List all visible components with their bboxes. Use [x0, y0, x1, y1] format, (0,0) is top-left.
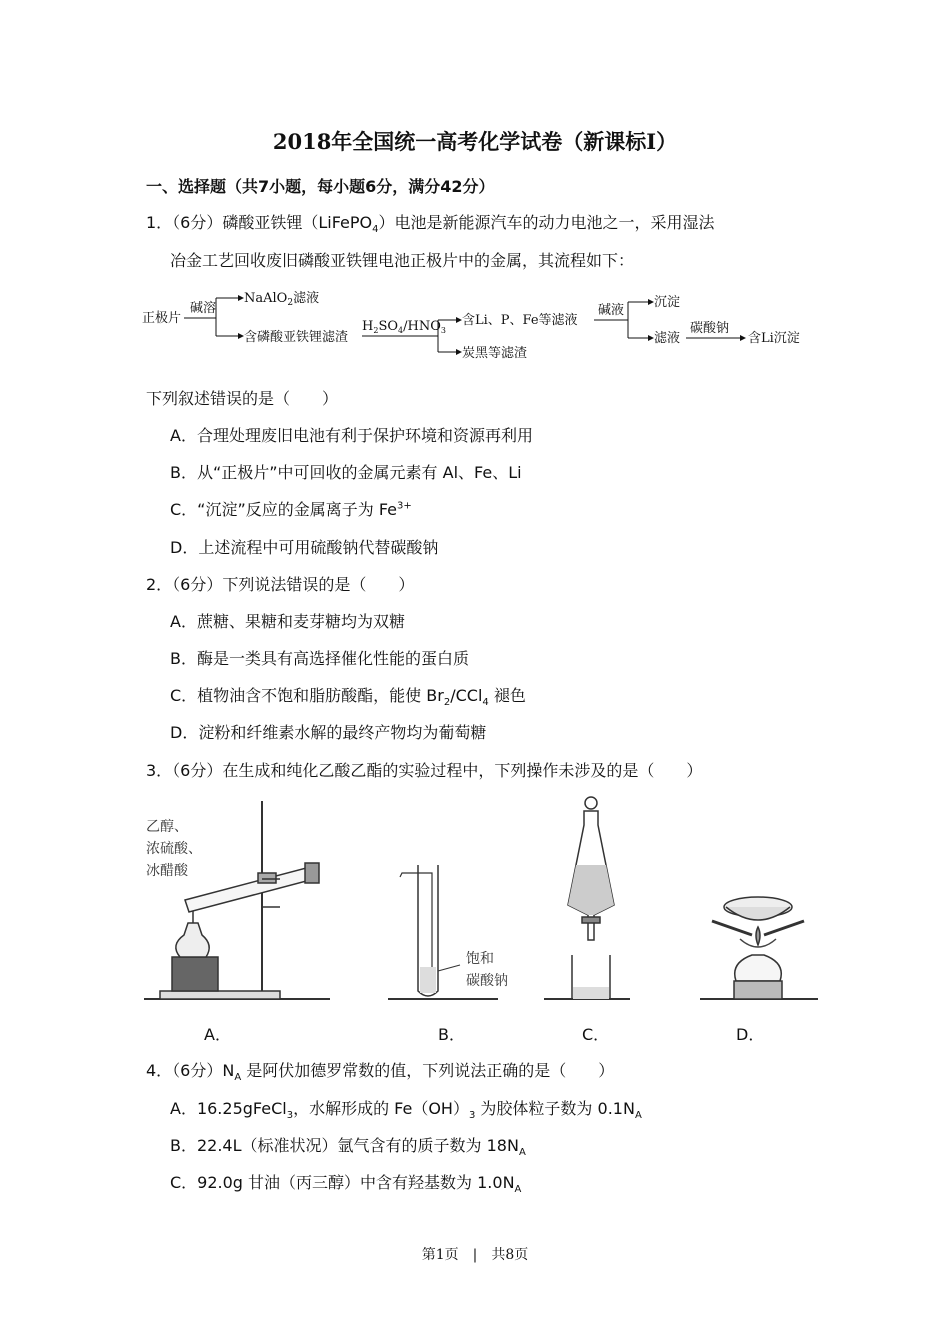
flow-out5: 沉淀: [654, 295, 681, 310]
q3-option-d: D．: [736, 1025, 765, 1044]
flow-out7: 含Li沉淀: [748, 331, 800, 346]
q4-stem: 4．（6分）$N_A$ 是阿伏加德罗常数的值，下列说法正确的是（ ）: [146, 1061, 615, 1084]
q1-option-d: D．上述流程中可用硫酸钠代替碳酸钠: [170, 538, 439, 557]
q3-stem: 3．（6分）在生成和纯化乙酸乙酯的实验过程中，下列操作未涉及的是（ ）: [146, 761, 703, 780]
q1-sub: 4: [372, 224, 379, 236]
flow-out4: 炭黑等滤渣: [462, 346, 528, 361]
flow-step4: 碳酸钠: [690, 321, 730, 336]
q4-option-c: C．92.0g 甘油（丙三醇）中含有羟基数为 $1.0N_A$: [170, 1173, 522, 1196]
flow-step3: 碱液: [598, 303, 625, 318]
apparatus-c-drawing: [544, 797, 630, 999]
page-footer: 第1页 | 共8页: [421, 1247, 529, 1263]
q2-option-a: A．蔗糖、果糖和麦芽糖均为双糖: [170, 612, 405, 631]
flow-out3: 含Li、P、Fe等滤液: [462, 313, 578, 328]
apparatus-a-label2: 浓硫酸、: [146, 841, 202, 857]
q2-option-d: D．淀粉和纤维素水解的最终产物均为葡萄糖: [170, 723, 487, 742]
q1-option-a: A．合理处理废旧电池有利于保护环境和资源再利用: [170, 426, 533, 445]
q2-stem: 2．（6分）下列说法错误的是（ ）: [146, 575, 415, 594]
flow-start: 正极片: [142, 311, 182, 326]
flow-out6: 滤液: [654, 331, 681, 346]
section-heading: 一、选择题（共7小题，每小题6分，满分42分）: [146, 177, 495, 196]
flow-out2: 含磷酸亚铁锂滤渣: [244, 330, 349, 345]
apparatus-a-label3: 冰醋酸: [146, 863, 188, 879]
apparatus-b-label1: 饱和: [466, 951, 494, 967]
q1-stem: 下列叙述错误的是（ ）: [146, 389, 339, 408]
q1-line2: 冶金工艺回收废旧磷酸亚铁锂电池正极片中的金属，其流程如下：: [170, 251, 635, 270]
q4-option-a: A．16.25gFeCl$_3$，水解形成的 $Fe(OH)_3$ 为胶体粒子数为 $0.1N_A$: [170, 1099, 642, 1122]
flow-step1: 碱溶: [190, 301, 217, 316]
q3-option-c: C．: [582, 1025, 610, 1044]
apparatus-b-label2: 碳酸钠: [466, 973, 508, 989]
q3-option-a: A．: [204, 1025, 231, 1044]
q3-option-b: B．: [438, 1025, 465, 1044]
q1-option-c: C．“沉淀”反应的金属离子为 $Fe^{3+}$: [170, 500, 412, 519]
q4-option-b: B．22.4L（标准状况）氩气含有的质子数为 $18N_A$: [170, 1136, 526, 1159]
apparatus-a-label1: 乙醇、: [146, 819, 188, 835]
q1-line1: [146, 210, 715, 235]
apparatus-d-drawing: [700, 897, 818, 999]
q2-option-b: B．酶是一类具有高选择催化性能的蛋白质: [170, 649, 469, 668]
q1-option-b: B．从“正极片”中可回收的金属元素有 Al、Fe、Li: [170, 463, 522, 482]
flow-reagent2: $H_2SO_4/HNO_3$: [362, 319, 446, 335]
flow-out1: NaAlO$_2$滤液: [244, 291, 320, 308]
q1-text-cont: ）电池是新能源汽车的动力电池之一，采用湿法: [378, 213, 715, 232]
page-title: 2018年全国统一高考化学试卷（新课标Ⅰ）: [272, 129, 678, 154]
q2-option-c: C．植物油含不饱和脂肪酸酯，能使 $Br_2/CCl_4$ 褪色: [170, 686, 526, 709]
q1-flowchart: [140, 286, 820, 366]
q1-text: 1．（6分）磷酸亚铁锂（LiFePO: [146, 213, 373, 232]
q3-apparatus: [140, 795, 820, 1010]
